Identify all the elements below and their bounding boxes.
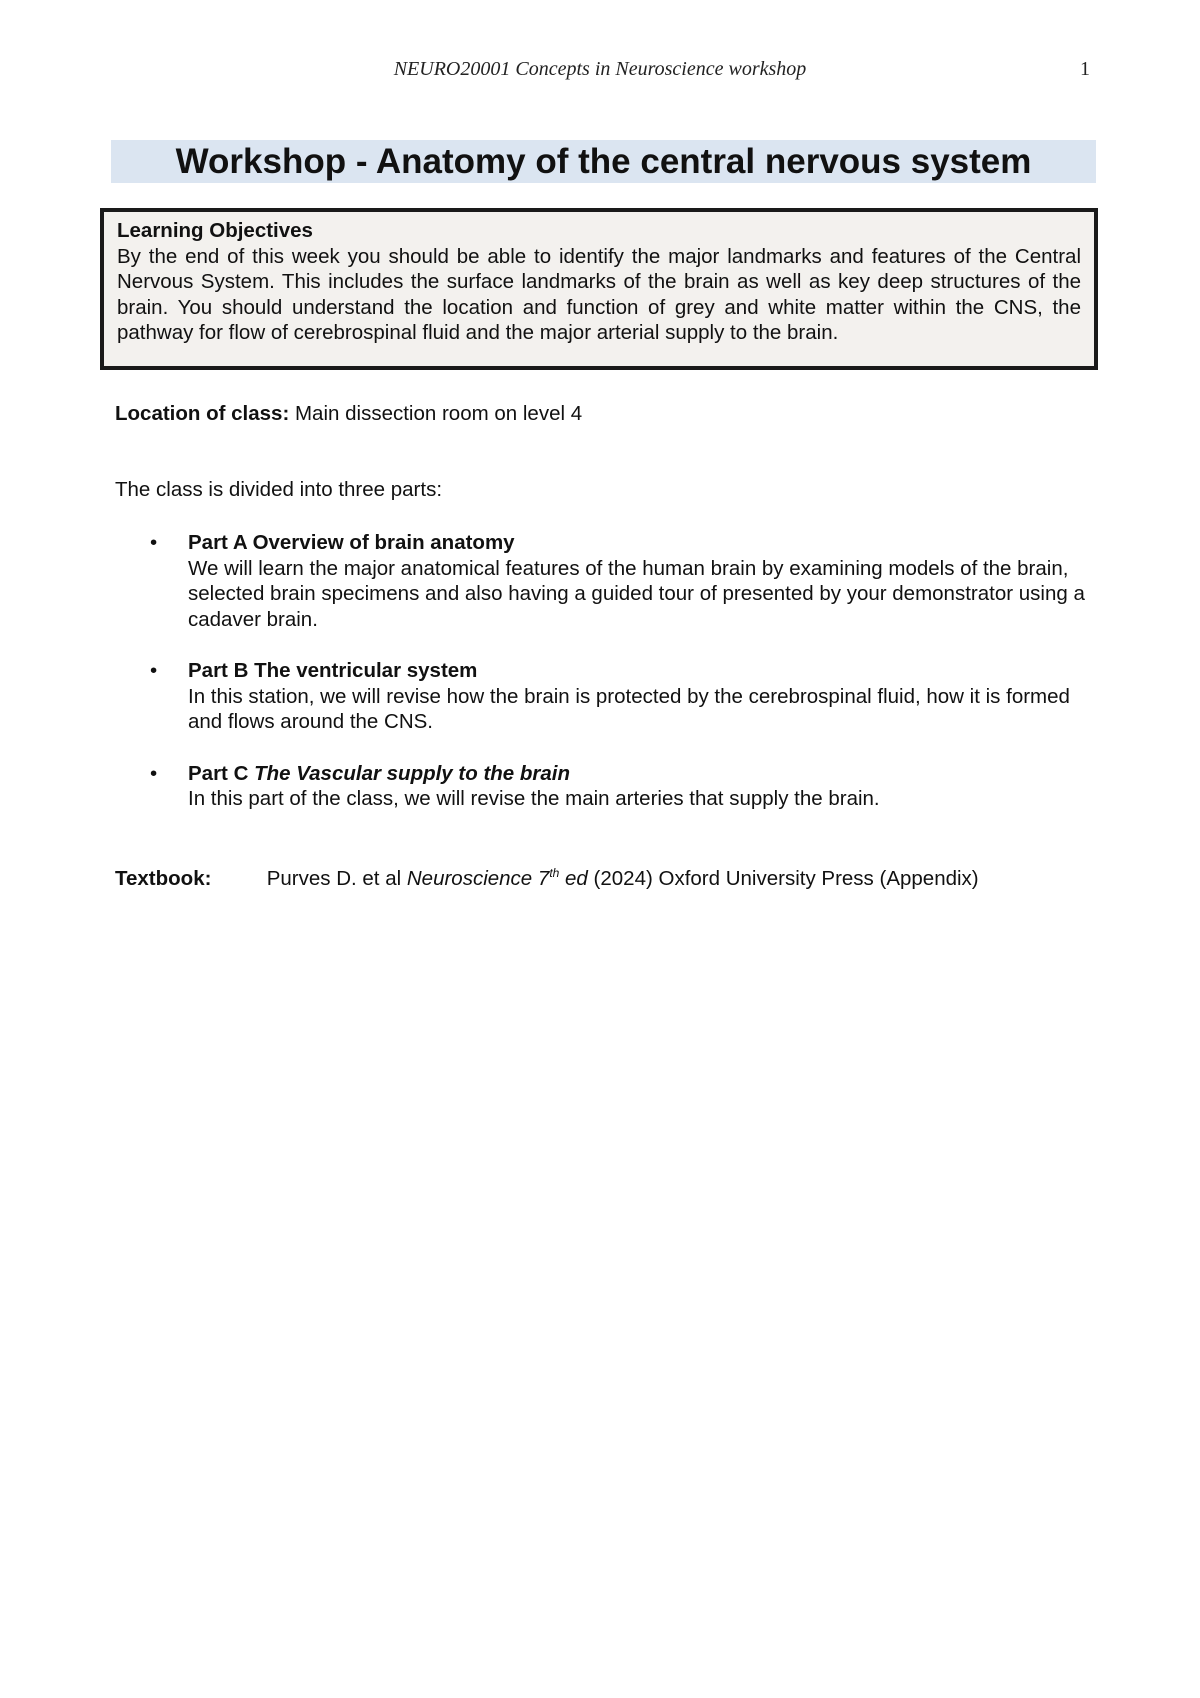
part-label: Part C [188, 761, 249, 785]
textbook-reference [115, 867, 979, 891]
parts-list [115, 530, 1090, 838]
part-description: In this part of the class, we will revise the main arteries that supply the brain. [188, 787, 880, 810]
course-header: NEURO20001 Concepts in Neuroscience workshop [393, 58, 807, 80]
part-title [188, 530, 1090, 556]
part-name: Overview of brain anatomy [252, 531, 515, 554]
bullet: • [150, 531, 158, 554]
bullet: • [150, 659, 158, 682]
part-label: Part A [188, 531, 247, 554]
textbook-edition-sup: th [549, 866, 560, 881]
textbook-publisher: (2024) Oxford University Press (Appendix) [593, 867, 979, 890]
part-label: Part B [188, 659, 249, 682]
learning-objectives-heading: Learning Objectives [117, 219, 313, 242]
textbook-author: Purves D. et al [266, 867, 402, 890]
textbook-edition-suffix: ed [565, 867, 588, 890]
location-label: Location of class: [115, 402, 290, 425]
page-title: Workshop - Anatomy of the central nervous system [111, 140, 1096, 183]
location-value: Main dissection room on level 4 [294, 402, 583, 425]
bullet: • [150, 761, 158, 785]
list-item [115, 761, 1090, 812]
page-number: 1 [1080, 58, 1090, 80]
part-name: The Vascular supply to the brain [254, 761, 571, 785]
textbook-label: Textbook: [115, 867, 212, 890]
parts-intro: The class is divided into three parts: [115, 478, 443, 501]
part-title [188, 658, 1090, 684]
part-title [188, 761, 1090, 787]
class-location [115, 402, 582, 426]
learning-objectives-box [100, 208, 1098, 370]
list-item [115, 530, 1090, 632]
part-description: In this station, we will revise how the brain is protected by the cerebrospinal fluid, how it is formed and flows around the CNS. [188, 684, 1070, 733]
textbook-title: Neuroscience 7 [406, 867, 550, 890]
part-description: We will learn the major anatomical features of the human brain by examining models of the brain, selected brain specimens and also having a guided tour of presented by your demonstrator using a cadaver brain. [188, 556, 1085, 631]
list-item [115, 658, 1090, 735]
part-name: The ventricular system [254, 659, 478, 682]
learning-objectives-text: By the end of this week you should be able to identify the major landmarks and features of the Central Nervous System. This includes the surface landmarks of the brain as well as key deep structures of the brain. You should understand the location and function of grey and white matter within the CNS, the pathway for flow of cerebrospinal fluid and the major arterial supply to the brain. [117, 244, 1081, 344]
